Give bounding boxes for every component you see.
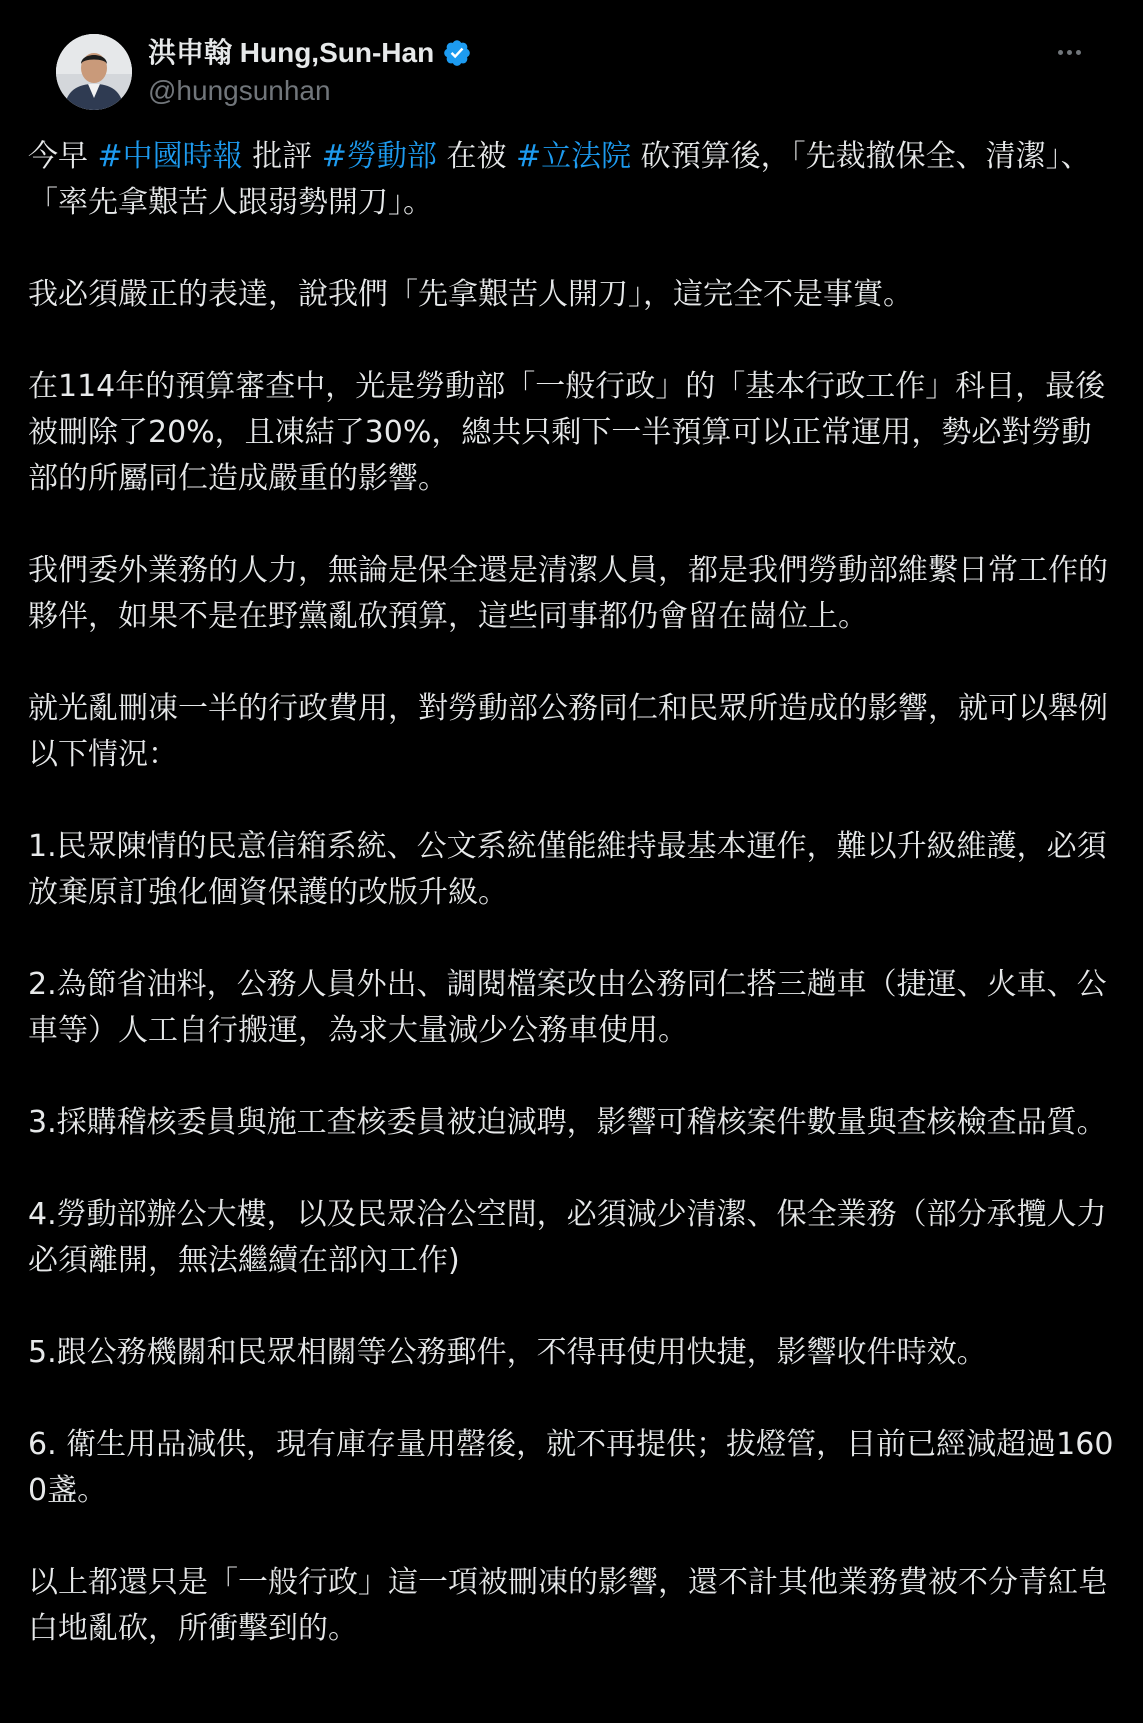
paragraph-3: 在114年的預算審查中，光是勞動部「一般行政」的「基本行政工作」科目，最後被刪除了20%，且凍結了30%，總共只剩下一半預算可以正常運用，勢必對勞動部的所屬同仁造成嚴重的影響。 — [28, 369, 1106, 496]
text-segment: 今早 — [28, 139, 98, 174]
paragraph-2: 我必須嚴正的表達，說我們「先拿艱苦人開刀」，這完全不是事實。 — [28, 277, 913, 312]
text-segment: 在被 — [436, 139, 516, 174]
paragraph-1 — [28, 134, 1118, 226]
list-item-2: 2.為節省油料，公務人員外出、調閱檔案改由公務同仁搭三趟車（捷運、火車、公車等）人工自行搬運，為求大量減少公務車使用。 — [28, 967, 1107, 1048]
name-row — [148, 36, 472, 70]
hashtag-link[interactable]: #中國時報 — [97, 139, 243, 174]
text-segment: 砍預算後，「先裁撤保全、清潔」、「率先拿艱苦人跟弱勢開刀」。 — [28, 139, 1091, 220]
list-item-6: 6. 衛生用品減供，現有庫存量用罄後，就不再提供；拔燈管，目前已經減超過1600盞。 — [28, 1427, 1114, 1508]
paragraph-4: 我們委外業務的人力，無論是保全還是清潔人員，都是我們勞動部維繫日常工作的夥伴，如果不是在野黨亂砍預算，這些同事都仍會留在崗位上。 — [28, 553, 1108, 634]
dot — [1076, 50, 1081, 55]
list-item-1: 1.民眾陳情的民意信箱系統、公文系統僅能維持最基本運作，難以升級維護，必須放棄原訂強化個資保護的改版升級。 — [28, 829, 1107, 910]
more-dots-icon[interactable] — [1051, 40, 1087, 64]
author-handle[interactable]: @hungsunhan — [148, 75, 331, 106]
author-info — [148, 36, 472, 108]
dot — [1058, 50, 1063, 55]
hashtag-link[interactable]: #立法院 — [515, 139, 632, 174]
paragraph-5: 就光亂刪凍一半的行政費用，對勞動部公務同仁和民眾所造成的影響，就可以舉例以下情況： — [28, 691, 1108, 772]
list-item-5: 5.跟公務機關和民眾相關等公務郵件，不得再使用快捷，影響收件時效。 — [28, 1335, 987, 1370]
tweet-header — [28, 0, 1115, 112]
profile-photo — [56, 34, 132, 110]
list-item-3: 3.採購稽核委員與施工查核委員被迫減聘，影響可稽核案件數量與查核檢查品質。 — [28, 1105, 1107, 1140]
dot — [1067, 50, 1072, 55]
closing-paragraph: 以上都還只是「一般行政」這一項被刪凍的影響，還不計其他業務費被不分青紅皂白地亂砍，所衝擊到的。 — [28, 1565, 1108, 1646]
author-display-name[interactable]: 洪申翰 Hung,Sun-Han — [148, 37, 435, 68]
verified-badge-icon — [442, 38, 472, 68]
list-item-4: 4.勞動部辦公大樓，以及民眾洽公空間，必須減少清潔、保全業務（部分承攬人力必須離開，無法繼續在部內工作) — [28, 1197, 1107, 1278]
text-segment: 批評 — [242, 139, 322, 174]
tweet-text — [28, 134, 1118, 1652]
avatar[interactable] — [56, 34, 132, 110]
hashtag-link[interactable]: #勞動部 — [321, 139, 437, 174]
